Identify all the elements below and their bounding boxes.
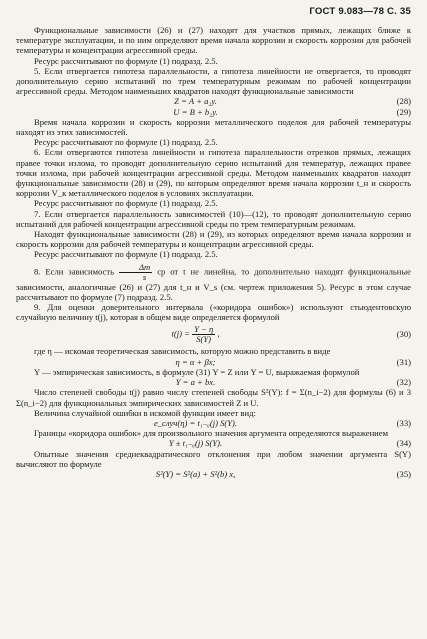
paragraph: Находят функциональные зависимости (28) и (29), из которых определяют время начала коррозии и скорость коррозии для рабочей температуры и концентрации агрессивной среды. bbox=[16, 229, 411, 250]
page-header: ГОСТ 9.083—78 С. 35 bbox=[309, 6, 411, 17]
equation-formula: e_случ(η) = t₁₋ᵨ(j) S(Y). bbox=[153, 417, 238, 428]
fraction-numerator: Δm bbox=[119, 263, 152, 273]
inline-fraction bbox=[119, 263, 152, 282]
paragraph: Ресурс рассчитывают по формуле (1) подразд. 2.5. bbox=[34, 137, 218, 148]
equation-number: (34) bbox=[396, 438, 411, 449]
equation-formula bbox=[16, 325, 375, 344]
equation-tail: , bbox=[217, 328, 220, 339]
paragraph: Ресурс рассчитывают по формуле (1) подразд. 2.5. bbox=[34, 198, 218, 209]
equation-number: (35) bbox=[396, 468, 411, 479]
equation-number: (33) bbox=[396, 417, 411, 428]
paragraph-with-fraction bbox=[16, 263, 411, 302]
fraction-denominator: S(Y) bbox=[196, 333, 212, 344]
equation-number: (32) bbox=[396, 377, 411, 388]
equation-lhs: t(j) = bbox=[171, 328, 190, 339]
paragraph: Величина случайной ошибки в искомой функции имеет вид: bbox=[34, 407, 256, 418]
paragraph: Ресурс рассчитывают по формуле (1) подразд. 2.5. bbox=[34, 249, 218, 260]
equation-formula: Z = A + a₂y. bbox=[174, 96, 217, 107]
paragraph-rest: ср от t не линейна, то дополнительно находят функциональные зависимости, аналогичные (26) и (27) для t_н и V_s (см. чертеж приложения 5). Ресурс в этом случае рассчитывают по формуле (7) подразд. 2.5. bbox=[16, 266, 411, 302]
equation-formula: U = B + b₂y. bbox=[173, 106, 218, 117]
equation-29 bbox=[16, 107, 411, 117]
equation-33 bbox=[16, 418, 411, 428]
paragraph: Границы «коридора ошибок» для произвольного значения аргумента определяются выражением bbox=[34, 428, 389, 439]
equation-number: (31) bbox=[396, 356, 411, 367]
paragraph: Время начала коррозии и скорость коррозии металлического поделоя для рабочей температуры находят из этих зависимостей. bbox=[16, 116, 411, 138]
fraction-numerator: Y − η bbox=[194, 323, 214, 334]
equation-number: (30) bbox=[396, 329, 411, 340]
paragraph-lead: 8. Если зависимость bbox=[34, 266, 115, 277]
equation-formula: S²(Y) = S²(a) + S²(b) x, bbox=[155, 468, 236, 479]
paragraph: Функциональные зависимости (26) и (27) находят для участков прямых, лежащих ближе к температуре эксплуатации, и по ним определяют время начала коррозии и скорость коррозии для рабочей температуры и концентрации агрессивной среды. bbox=[16, 25, 411, 56]
equation-formula: η = α + βx; bbox=[175, 356, 216, 367]
equation-fraction bbox=[192, 325, 215, 344]
paragraph: 9. Для оценки доверительного интервала («коридора ошибок») используют стьюдентовскую случайную величину t(j), которая в общем виде определяется формулой bbox=[16, 302, 411, 323]
paragraph: Y — эмпирическая зависимость, в формуле (31) Y = Z или Y = U, выражаемая формулой bbox=[34, 366, 360, 377]
equation-formula: Y ± t₁₋ᵨ(j) S(Y). bbox=[168, 438, 223, 449]
equation-32 bbox=[16, 377, 411, 387]
fraction-denominator: s bbox=[142, 271, 147, 282]
equation-28 bbox=[16, 96, 411, 106]
paragraph: Ресурс рассчитывают по формуле (1) подразд. 2.5. bbox=[34, 55, 218, 66]
equation-34 bbox=[16, 438, 411, 448]
document-body bbox=[16, 25, 411, 479]
equation-number: (29) bbox=[396, 106, 411, 117]
paragraph: где η — искомая теоретическая зависимость, которую можно представить в виде bbox=[34, 346, 331, 357]
equation-31 bbox=[16, 357, 411, 367]
paragraph: 5. Если отвергается гипотеза параллельности, а гипотеза линейности не отвергается, то проводят дополнительную серию испытаний по трем температурным режимам по рабочей концентрации агрессивной среды. Методом наименьших квадратов находят функциональные зависимости bbox=[16, 65, 411, 97]
equation-formula: Y = a + bx. bbox=[175, 377, 216, 388]
paragraph: Опытные значения среднеквадратического отклонения при любом значении аргумента S(Y) вычисляют по формуле bbox=[16, 448, 411, 469]
equation-30 bbox=[16, 322, 411, 346]
equation-35 bbox=[16, 469, 411, 479]
paragraph: Число степеней свободы t(j) равно числу степеней свободы S²(Y): f = Σ(n_i−2) для формулы (6) и 3 Σ(n_i−2) для функциональных эмпирических зависимостей Z и U. bbox=[16, 387, 411, 408]
paragraph: 7. Если отвергается параллельность зависимостей (10)—(12), то проводят дополнительную серию испытаний для рабочей концентрации агрессивной среды по трем температурным режимам. bbox=[16, 208, 411, 229]
equation-number: (28) bbox=[396, 96, 411, 107]
paragraph: 6. Если отвергаются гипотеза линейности и гипотеза параллельности отрезков прямых, лежащих правее точки излома, то проводят дополнительную серию испытаний для температур, лежащих правее точки излома, при рабочей концентрации агрессивной среды. Методом наименьших квадратов находят функциональные зависимости (28) и (29), по которым определяют время начала коррозии t_н и скорость коррозии V_к металлического поделоя в условиях эксплуатации. bbox=[16, 147, 411, 199]
